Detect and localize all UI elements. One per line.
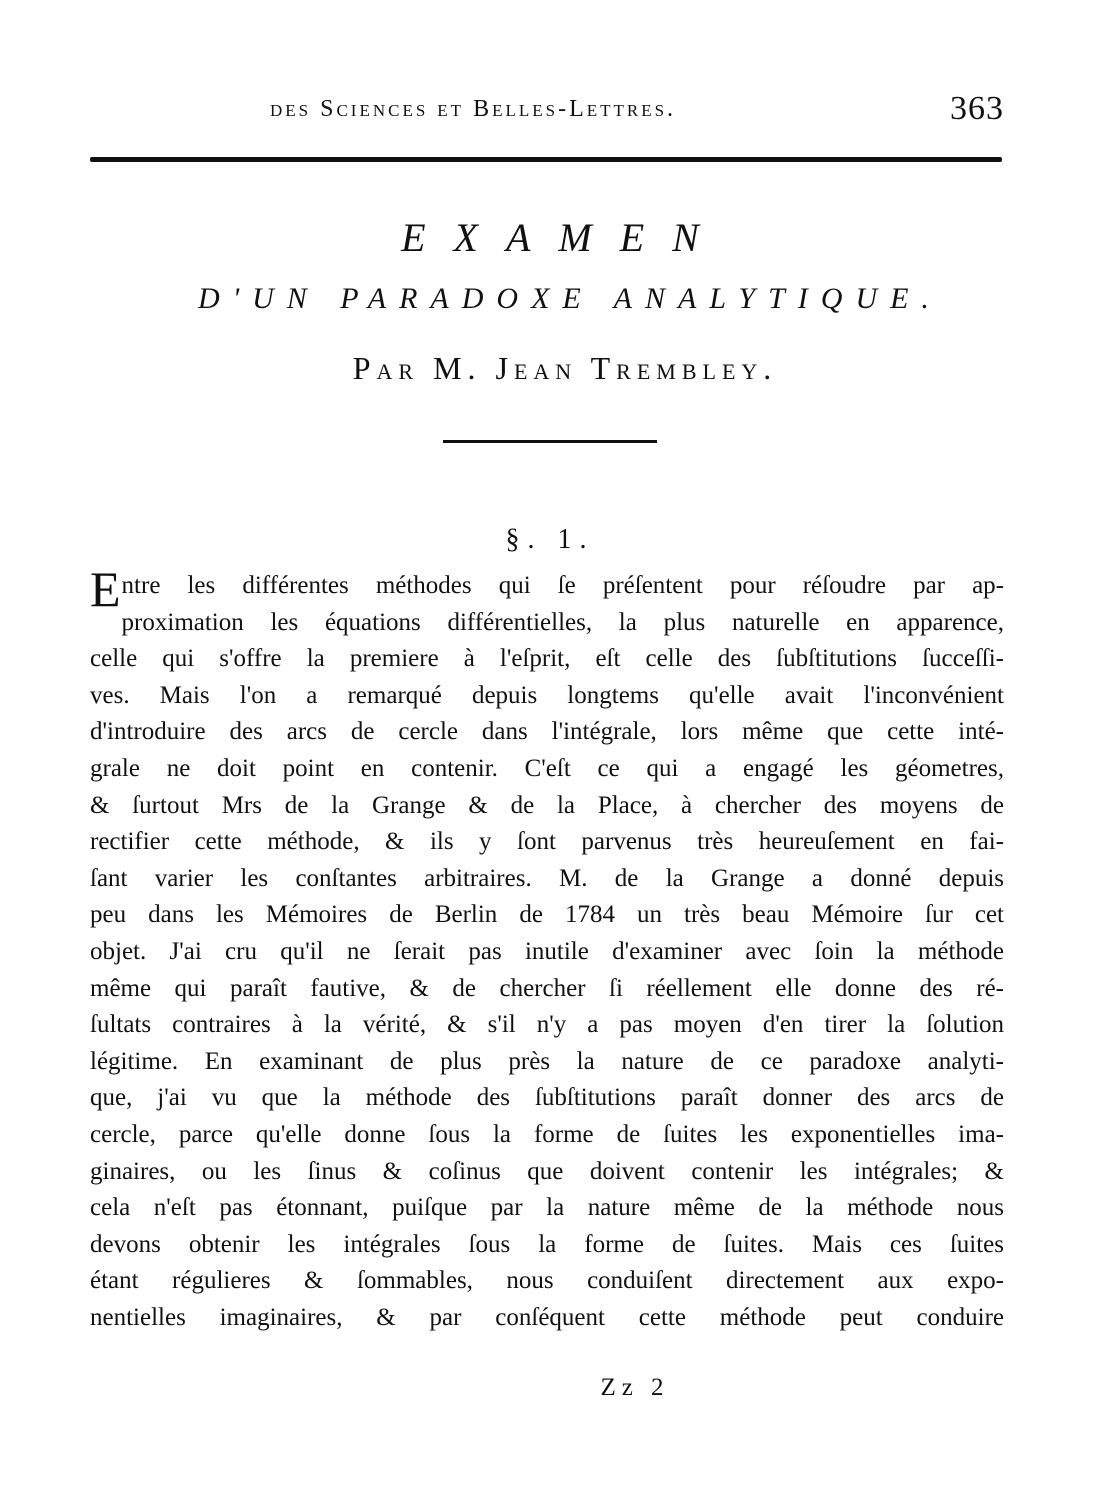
- text-line: légitime. En examinant de plus près la nature de ce paradoxe analyti-: [90, 1047, 1004, 1075]
- text-line: & ſurtout Mrs de la Grange & de la Place, à chercher des moyens de: [90, 791, 1004, 819]
- section-heading: §. 1.: [505, 524, 595, 555]
- signature-catchword: Zz 2: [600, 1374, 670, 1401]
- author-line: Par M. Jean Trembley.: [352, 350, 778, 386]
- header-rule: [90, 157, 1002, 162]
- text-line: même qui paraît fautive, & de chercher ſi réellement elle donne des ré-: [90, 974, 1004, 1002]
- title-divider-rule: [443, 440, 657, 443]
- text-line: que, j'ai vu que la méthode des ſubſtitutions paraît donner des arcs de: [90, 1084, 1004, 1112]
- text-line: ves. Mais l'on a remarqué depuis longtems qu'elle avait l'inconvénient: [90, 681, 1004, 709]
- title-examen: EXAMEN: [401, 215, 727, 260]
- text-line: étant régulieres & ſommables, nous conduiſent directement aux expo-: [90, 1267, 1004, 1295]
- page-number: 363: [950, 90, 1004, 127]
- text-line: ſant varier les conſtantes arbitraires. M. de la Grange a donné depuis: [90, 864, 1004, 892]
- running-head: [90, 90, 1010, 136]
- text-line: ſultats contraires à la vérité, & s'il n'y a pas moyen d'en tirer la ſolution: [90, 1011, 1004, 1039]
- title-subtitle: D'UN PARADOXE ANALYTIQUE.: [198, 282, 942, 315]
- body-paragraph: [90, 561, 1004, 1336]
- drop-cap: E: [90, 561, 121, 617]
- text-line: celle qui s'offre la premiere à l'eſprit, eſt celle des ſubſtitutions ſucceſſi-: [90, 645, 1004, 673]
- text-line: peu dans les Mémoires de Berlin de 1784 un très beau Mémoire ſur cet: [90, 901, 1004, 929]
- text-line: d'introduire des arcs de cercle dans l'intégrale, lors même que cette inté-: [90, 718, 1004, 746]
- text-line: devons obtenir les intégrales ſous la forme de ſuites. Mais ces ſuites: [90, 1230, 1004, 1258]
- text-line: cercle, parce qu'elle donne ſous la forme de ſuites les exponentielles ima-: [90, 1120, 1004, 1148]
- text-line: ginaires, ou les ſinus & coſinus que doivent contenir les intégrales; &: [90, 1157, 1004, 1185]
- text-line: grale ne doit point en contenir. C'eſt ce qui a engagé les géometres,: [90, 754, 1004, 782]
- text-line: rectifier cette méthode, & ils y ſont parvenus très heureuſement en fai-: [90, 828, 1004, 856]
- running-title: des Sciences et Belles-Lettres.: [270, 96, 677, 122]
- text-line: cela n'eſt pas étonnant, puiſque par la nature même de la méthode nous: [90, 1194, 1004, 1222]
- text-line: proximation les équations différentielles, la plus naturelle en apparence,: [121, 608, 1004, 636]
- text-line: objet. J'ai cru qu'il ne ſerait pas inutile d'examiner avec ſoin la méthode: [90, 937, 1004, 965]
- text-line: ntre les différentes méthodes qui ſe préſentent pour réſoudre par ap-: [121, 572, 1004, 599]
- text-line: nentielles imaginaires, & par conſéquent cette méthode peut conduire: [90, 1303, 1004, 1331]
